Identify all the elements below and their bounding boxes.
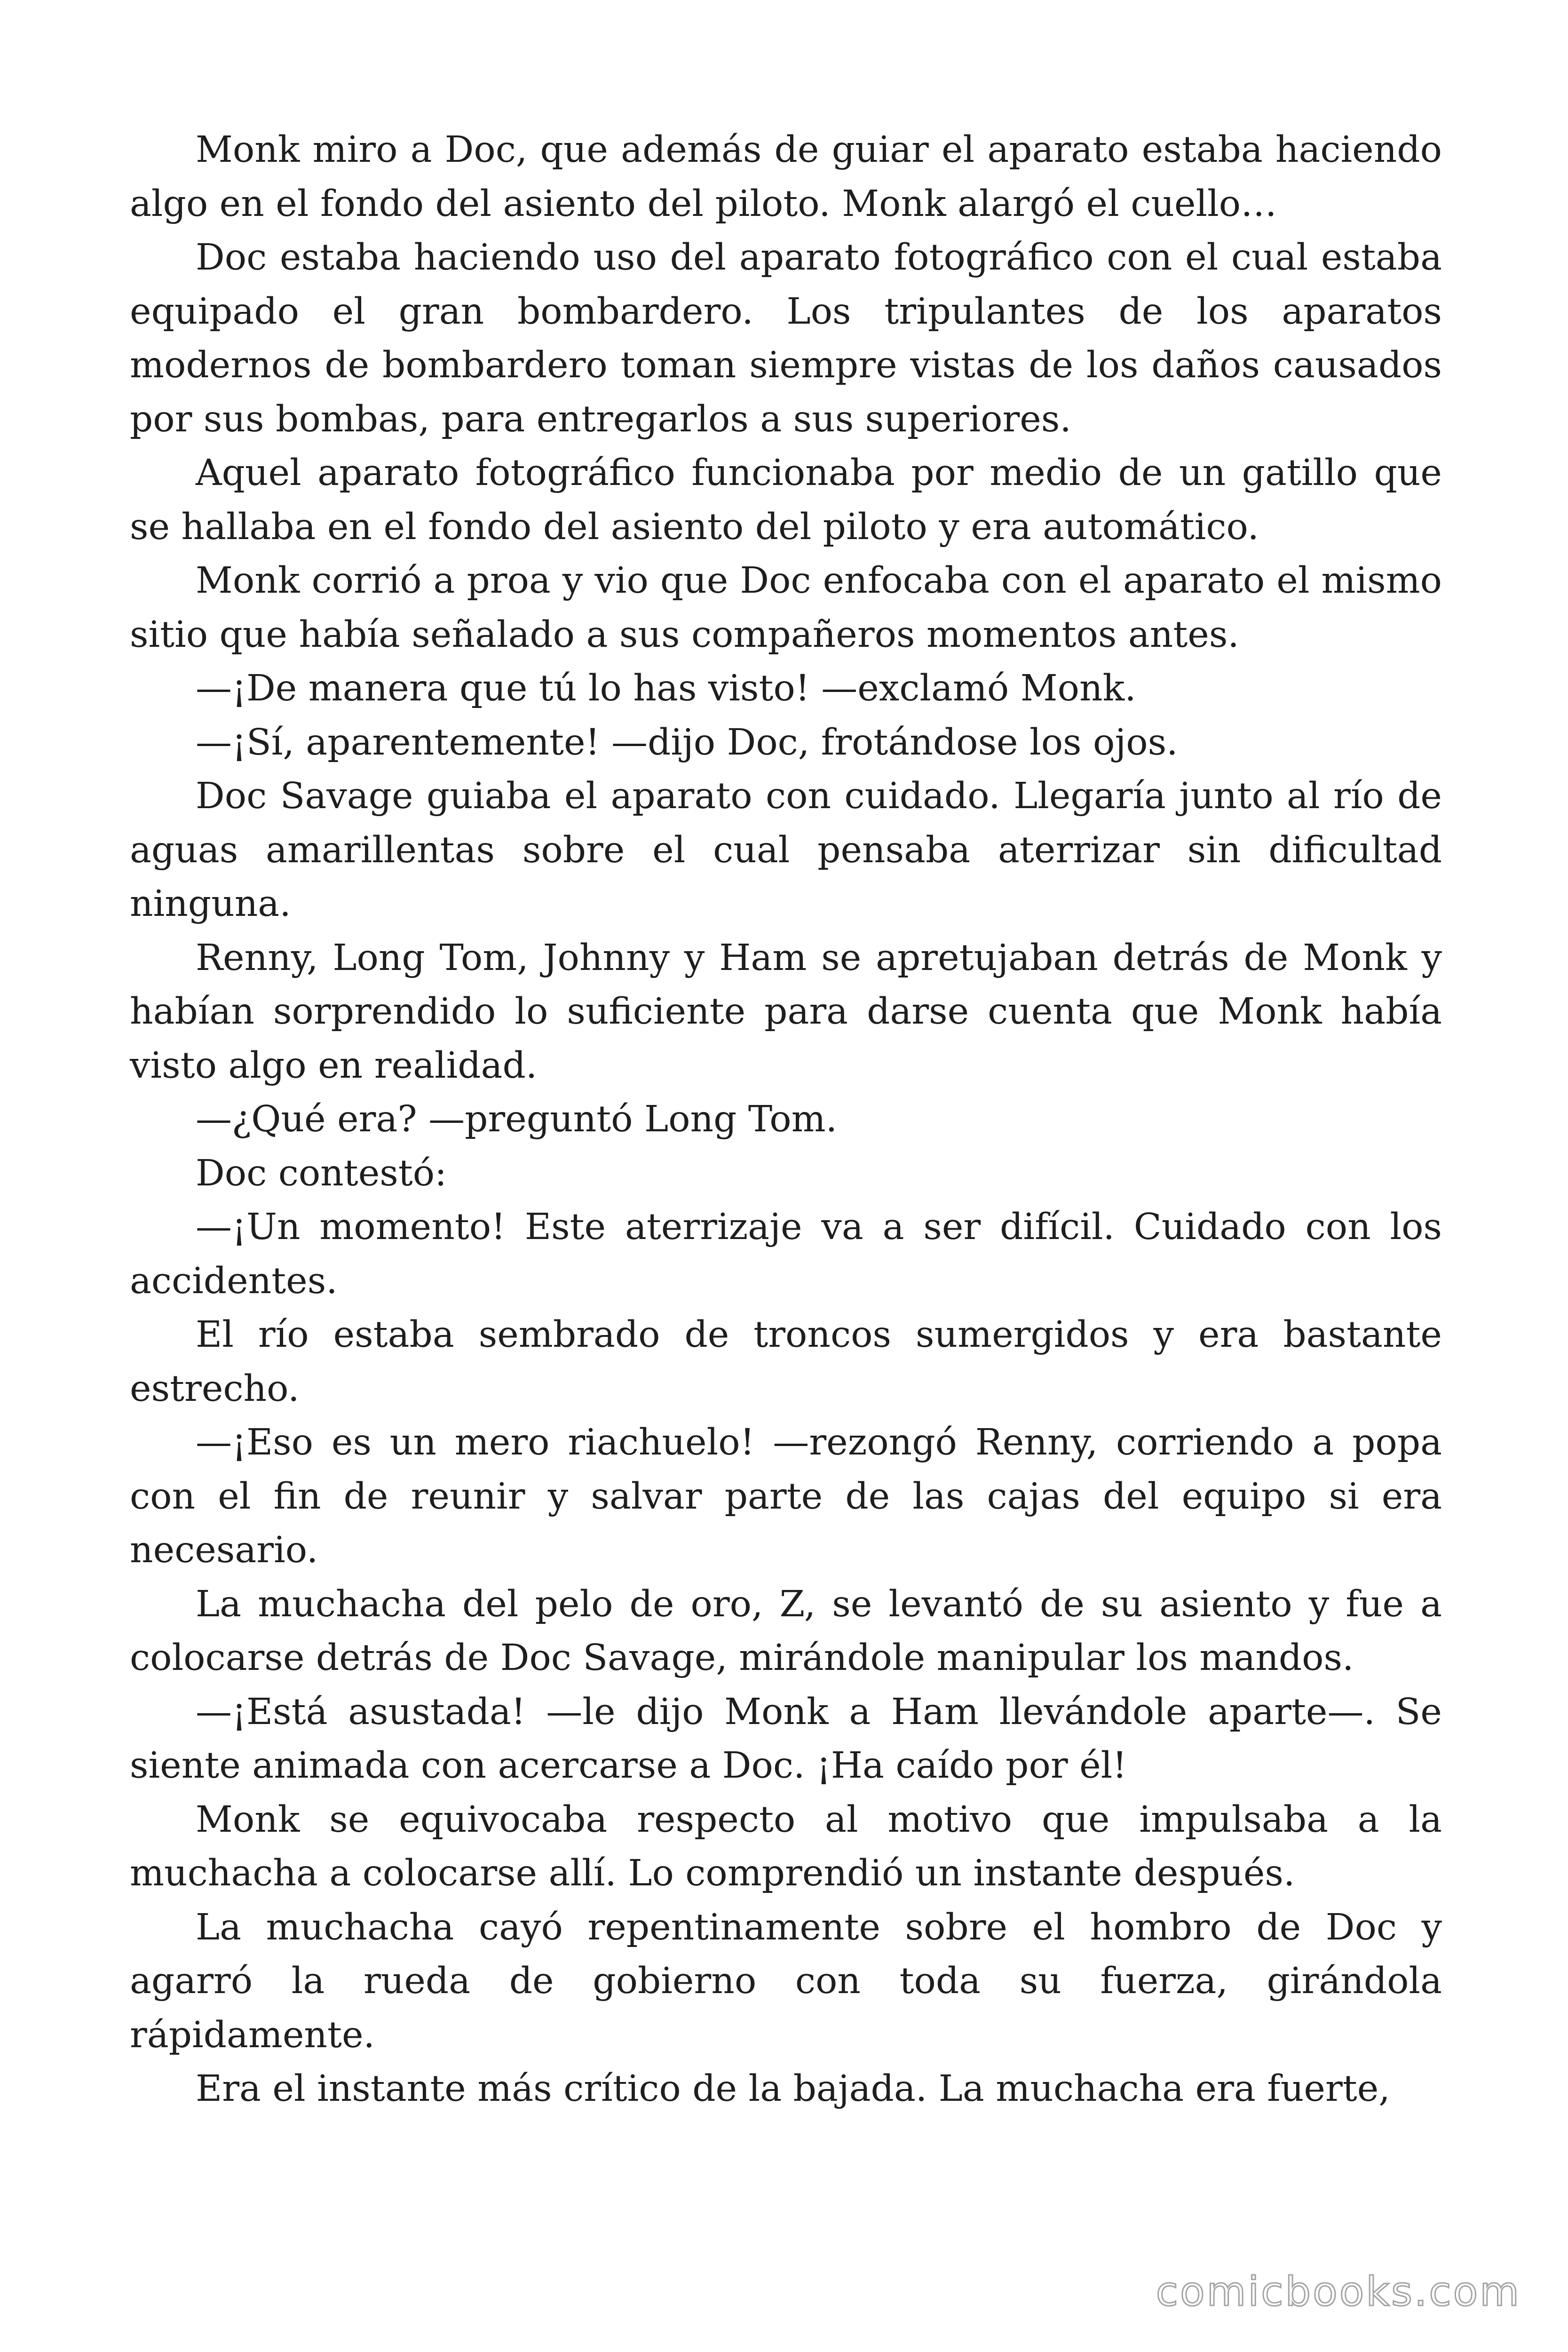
paragraph-15: —¡Está asustada! —le dijo Monk a Ham llevándole aparte—. Se siente animada con acercarse a Doc. ¡Ha caído por él! [130, 1691, 1442, 1787]
paragraph-5: —¡De manera que tú lo has visto! —exclamó Monk. [196, 667, 1136, 709]
paragraph-13: —¡Eso es un mero riachuelo! —rezongó Renny, corriendo a popa con el fin de reunir y salvar parte de las cajas del equipo si era necesario. [130, 1422, 1442, 1571]
paragraph-4: Monk corrió a proa y vio que Doc enfocaba con el aparato el mismo sitio que había señalado a sus compañeros momentos antes. [130, 560, 1442, 656]
paragraph-18: Era el instante más crítico de la bajada. La muchacha era fuerte, [196, 2068, 1390, 2110]
paragraph-17: La muchacha cayó repentinamente sobre el hombro de Doc y agarró la rueda de gobierno con toda su fuerza, girándola rápidamente. [130, 1906, 1442, 2056]
paragraph-6: —¡Sí, aparentemente! —dijo Doc, frotándose los ojos. [196, 721, 1178, 763]
paragraph-12: El río estaba sembrado de troncos sumergidos y era bastante estrecho. [130, 1314, 1442, 1410]
paragraph-7: Doc Savage guiaba el aparato con cuidado. Llegaría junto al río de aguas amarillentas sobre el cual pensaba aterrizar sin dificultad ninguna. [130, 775, 1442, 925]
paragraph-10: Doc contestó: [196, 1152, 447, 1194]
paragraph-14: La muchacha del pelo de oro, Z, se levantó de su asiento y fue a colocarse detrás de Doc Savage, mirándole manipular los mandos. [130, 1583, 1442, 1679]
paragraph-2: Doc estaba haciendo uso del aparato fotográfico con el cual estaba equipado el gran bombardero. Los tripulantes de los aparatos modernos de bombardero toman siempre vistas de los daños causados por sus bombas, para entregarlos a sus superiores. [130, 237, 1442, 440]
paragraph-9: —¿Qué era? —preguntó Long Tom. [196, 1098, 838, 1140]
page-body-text [130, 123, 1442, 2116]
paragraph-3: Aquel aparato fotográfico funcionaba por medio de un gatillo que se hallaba en el fondo del asiento del piloto y era automático. [130, 452, 1442, 548]
paragraph-16: Monk se equivocaba respecto al motivo que impulsaba a la muchacha a colocarse allí. Lo comprendió un instante después. [130, 1798, 1442, 1894]
watermark: comicbooks.com [1156, 2268, 1521, 2315]
paragraph-8: Renny, Long Tom, Johnny y Ham se apretujaban detrás de Monk y habían sorprendido lo suficiente para darse cuenta que Monk había visto algo en realidad. [130, 937, 1442, 1087]
paragraph-11: —¡Un momento! Este aterrizaje va a ser difícil. Cuidado con los accidentes. [130, 1206, 1442, 1302]
paragraph-1: Monk miro a Doc, que además de guiar el aparato estaba haciendo algo en el fondo del asiento del piloto. Monk alargó el cuello… [130, 129, 1442, 225]
